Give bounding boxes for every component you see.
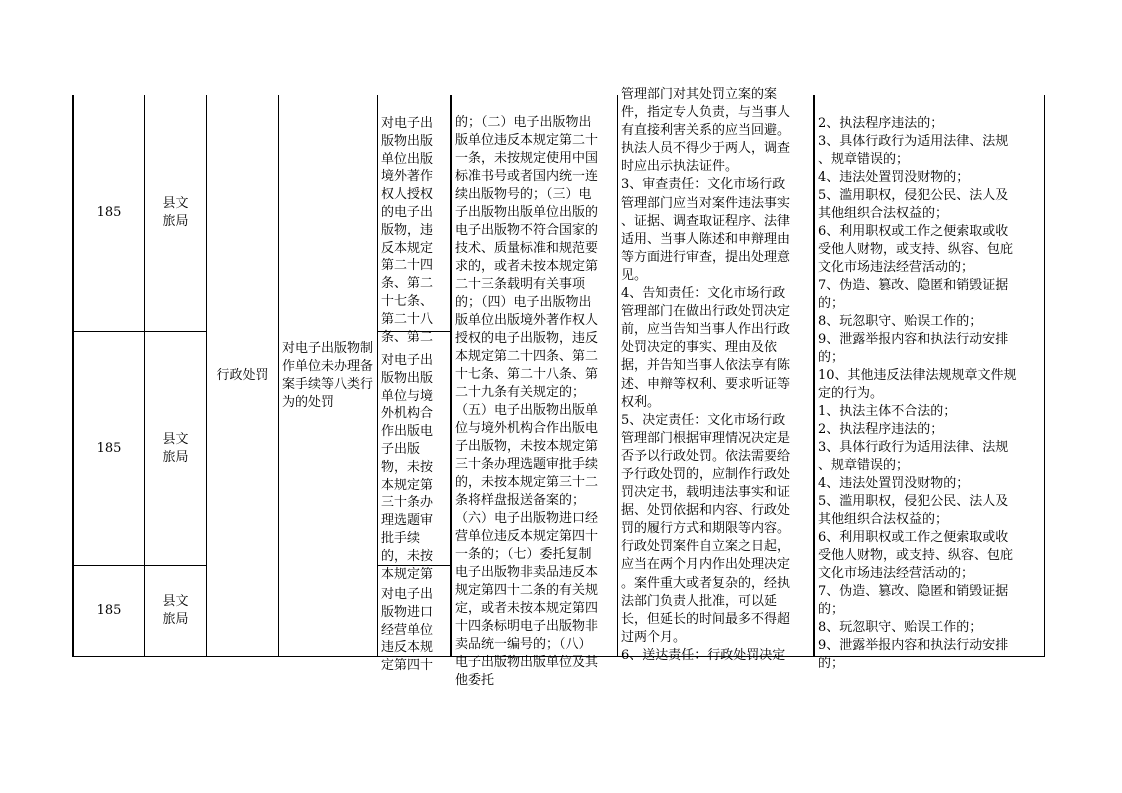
duty-cell: [618, 87, 813, 663]
sub-item-text: 对电子出 版物出版 单位出版 境外著作 权人授权 的电子出 版物，违 反本规定 第二十四 条、第二 十七条、 第二十八 条、第二: [381, 116, 434, 345]
legal-basis-cell: [452, 95, 617, 688]
category-cell: [207, 95, 278, 656]
legal-basis-text: 的；（二）电子出版物出 版单位违反本规定第二十 一条，未按规定使用中国 标准书号或者国内统一连 续出版物号的；（三）电 子出版物出版单位出版的 电子出版物不符合国家的 技术、质量标准和规范要 求的，或者未按本规定第 二十三条载明有关事项 的；（四）电子出版物出 版单位出版境外著作权人 授权的电子出版物，违反 本规定第二十四条、第二 十七条、第二十八条、第 二十九条有关规定的； （五）电子出版物出版单 位与境外机构合作出版电 子出版物，未按本规定第 三十条办理选题审批手续 的，未按本规定第三十二 条将样盘报送备案的； （六）电子出版物进口经 营单位违反本规定第四十 一条的；（七）委托复制 电子出版物非卖品违反本 规定第四十二条的有关规 定，或者未按本规定第四 十四条标明电子出版物非 卖品统一编号的；（八） 电子出版物出版单位及其 他委托: [455, 115, 599, 688]
table-divider-category: [278, 95, 279, 657]
sub-item-text: 对电子出 版物出版 单位与境 外机构合 作出版电 子出版 物，未按 本规定第 三十条办 理选题审 批手续 的，未按 本规定第: [381, 353, 434, 582]
sub-item-cell: [378, 566, 450, 674]
duty-text: 管理部门对其处罚立案的案 件，指定专人负责，与当事人 有直接利害关系的应当回避。 执法人员不得少于两人，调查 时应出示执法证件。 3、审查责任：文化市场行政 管理部门应当对案件违法事实 、证据、调查取证程序、法律 适用、当事人陈述和申辩理由 等方面进行审查，提出处理意 见。 4、告知责任：文化市场行政 管理部门在做出行政处罚决定 前，应当告知当事人作出行政 处罚决定的事实、理由及依 据，并告知当事人依法享有陈 述、申辩等权利、要求听证等 权利。 5、决定责任：文化市场行政 管理部门根据审理情况决定是 否予以行政处罚。依法需要给 予行政处罚的，应制作行政处 罚决定书，载明违法事实和证 据、处罚依据和内容、行政处 罚的履行方式和期限等内容。 行政处罚案件自立案之日起， 应当在两个月内作出处理决定 。案件重大或者复杂的，经执 法部门负责人批准，可以延 长，但延长的时间最多不得超 过两个月。 6、送达责任：行政处罚决定: [621, 87, 791, 663]
sub-item-cell: [378, 95, 450, 345]
row-unit-cell: [145, 95, 206, 331]
row-seq-cell: [74, 332, 144, 565]
row-seq: 185: [96, 205, 122, 220]
item-name: 对电子出版物制作单位未办理备案手续等八类行为的处罚: [282, 340, 374, 410]
liability-text: 2、执法程序违法的； 3、具体行政行为适用法律、法规 、规章错误的； 4、违法处置罚没财物的； 5、滥用职权，侵犯公民、法人及 其他组织合法权益的； 6、利用职权或工作之便索取或收 受他人财物，或支持、纵容、包庇 文化市场违法经营活动的； 7、伪造、篡改、隐匿和销毁证据 的； 8、玩忽职守、贻误工作的； 9、泄露举报内容和执法行动安排 的； 10、其他违反法律法规规章文件规 定的行为。 1、执法主体不合法的； 2、执法程序违法的； 3、具体行政行为适用法律、法规 、规章错误的； 4、违法处置罚没财物的； 5、滥用职权，侵犯公民、法人及 其他组织合法权益的； 6、利用职权或工作之便索取或收 受他人财物，或支持、纵容、包庇 文化市场违法经营活动的； 7、伪造、篡改、隐匿和销毁证据 的； 8、玩忽职守、贻误工作的； 9、泄露举报内容和执法行动安排 的；: [818, 116, 1017, 671]
row-unit: 县文旅局: [162, 196, 189, 229]
category: 行政处罚: [216, 367, 269, 383]
row-unit: 县文旅局: [162, 594, 189, 627]
item-name-cell: [280, 95, 377, 656]
row-unit: 县文旅局: [162, 431, 189, 465]
row-seq-cell: [74, 566, 144, 656]
row-seq: 185: [96, 440, 122, 456]
liability-cell: [815, 95, 1044, 671]
sub-item-text: 对电子出 版物进口 经营单位 违反本规 定第四十: [381, 587, 434, 674]
table-border-right: [1044, 95, 1045, 657]
row-seq: 185: [96, 603, 122, 618]
row-unit-cell: [145, 566, 206, 656]
row-unit-cell: [145, 332, 206, 565]
sub-item-cell: [378, 332, 450, 582]
row-seq-cell: [74, 95, 144, 331]
